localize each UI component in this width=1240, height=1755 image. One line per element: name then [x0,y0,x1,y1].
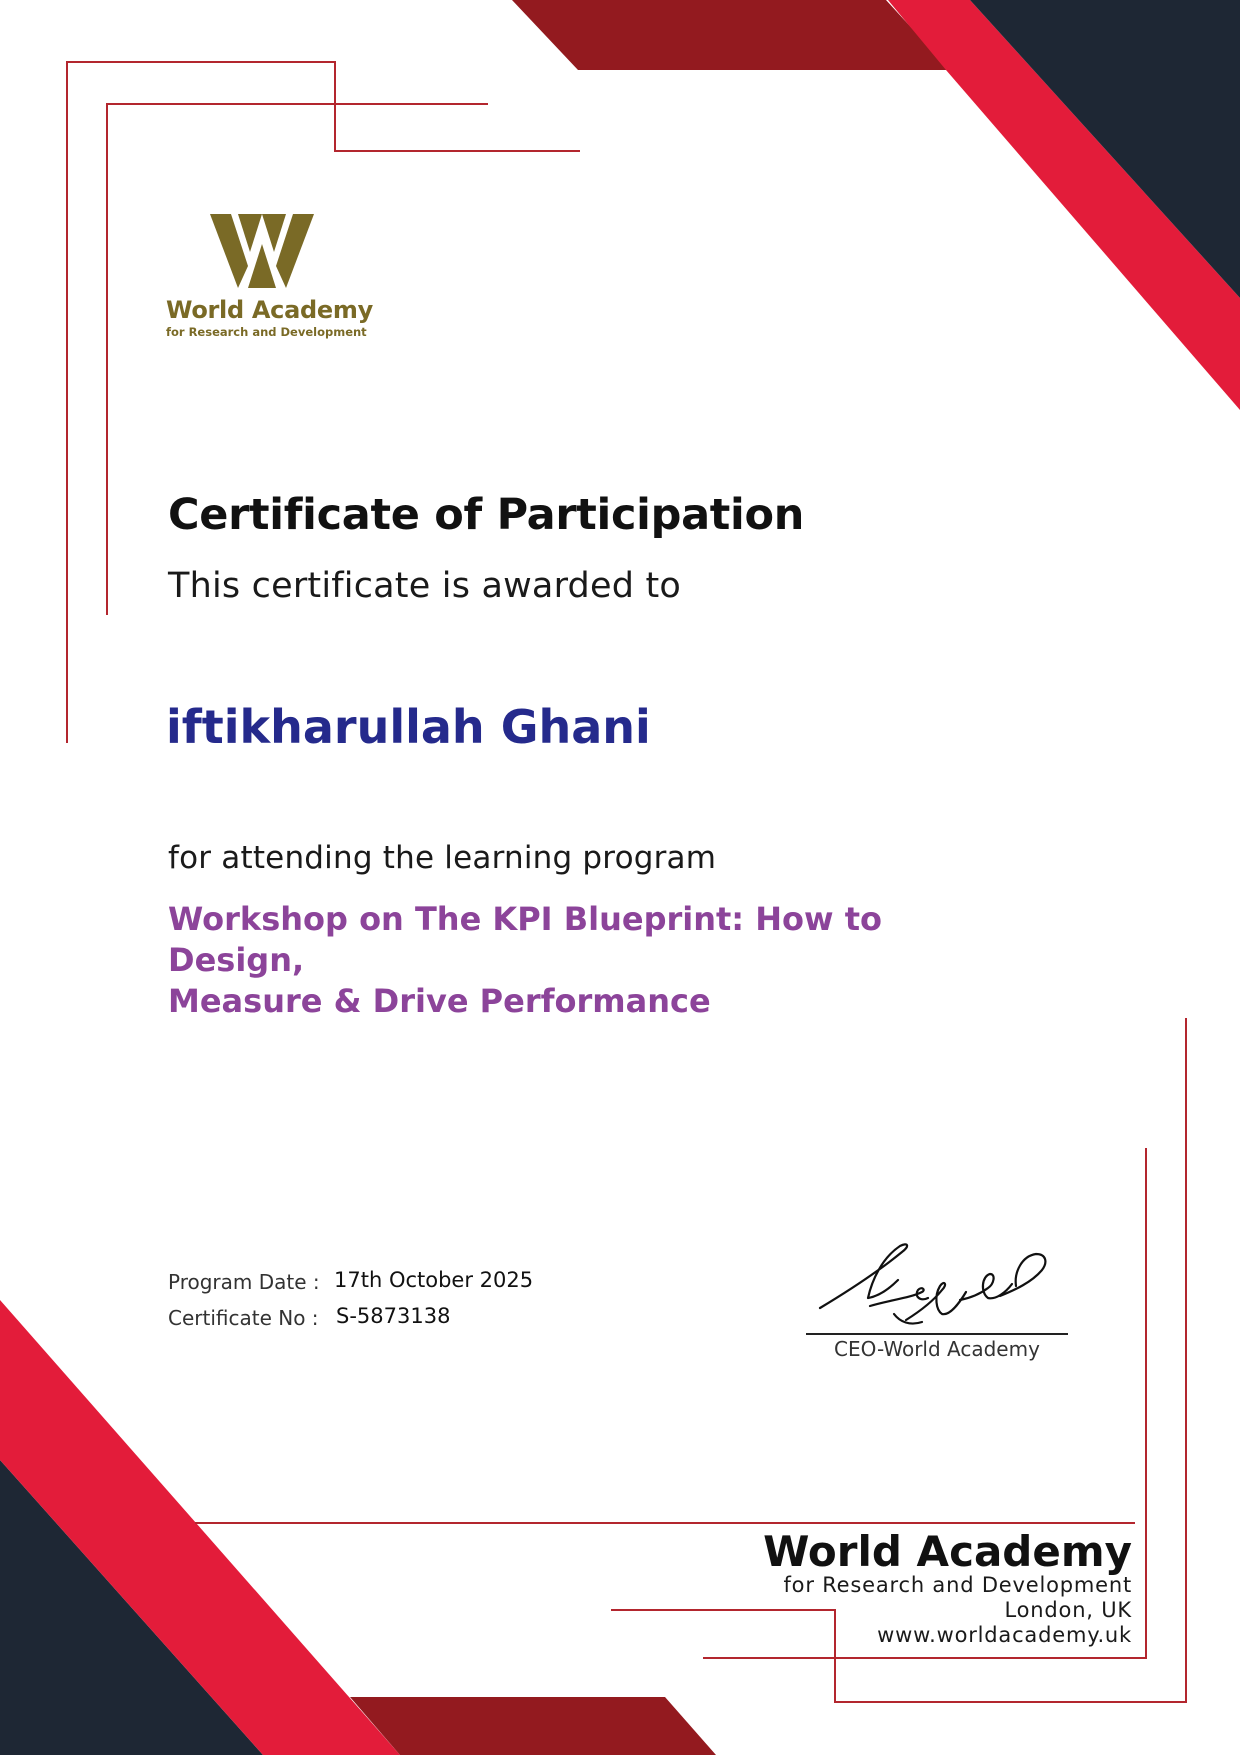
awarded-text: This certificate is awarded to [168,566,681,606]
certificate-number-label: Certificate No : [168,1306,319,1330]
footer-subtitle: for Research and Development [783,1573,1132,1597]
program-date-value: 17th October 2025 [334,1268,534,1292]
world-academy-logo-mark-icon [210,214,314,288]
footer-city: London, UK [1004,1598,1132,1622]
logo [166,214,376,339]
program-name [168,899,988,1022]
logo-subtitle: for Research and Development [166,325,367,339]
program-date-value-wrap [334,1268,533,1292]
certificate-number-value-wrap [336,1304,450,1328]
certificate-title: Certificate of Participation [168,490,805,540]
bottom-dark-red-stripe [350,1697,716,1755]
frame-line-outer-top [67,62,580,743]
signature-line [806,1333,1068,1335]
program-name-line-2: Measure & Drive Performance [168,982,711,1020]
footer-website: www.worldacademy.uk [877,1623,1132,1647]
top-dark-red-stripe [512,0,950,70]
certificate-number-value: S-5873138 [336,1304,451,1328]
attending-text: for attending the learning program [168,840,717,876]
recipient-name: iftikharullah Ghani [166,700,651,754]
footer-name: World Academy [763,1527,1132,1576]
program-date-label: Program Date : [168,1270,320,1294]
ceo-signature-icon [810,1240,1060,1334]
logo-name: World Academy [166,296,373,324]
program-name-line-1: Workshop on The KPI Blueprint: How to Design, [168,900,882,979]
signature-caption: CEO-World Academy [834,1337,1040,1361]
certificate-number-row [168,1306,319,1330]
program-date-row [168,1270,320,1294]
